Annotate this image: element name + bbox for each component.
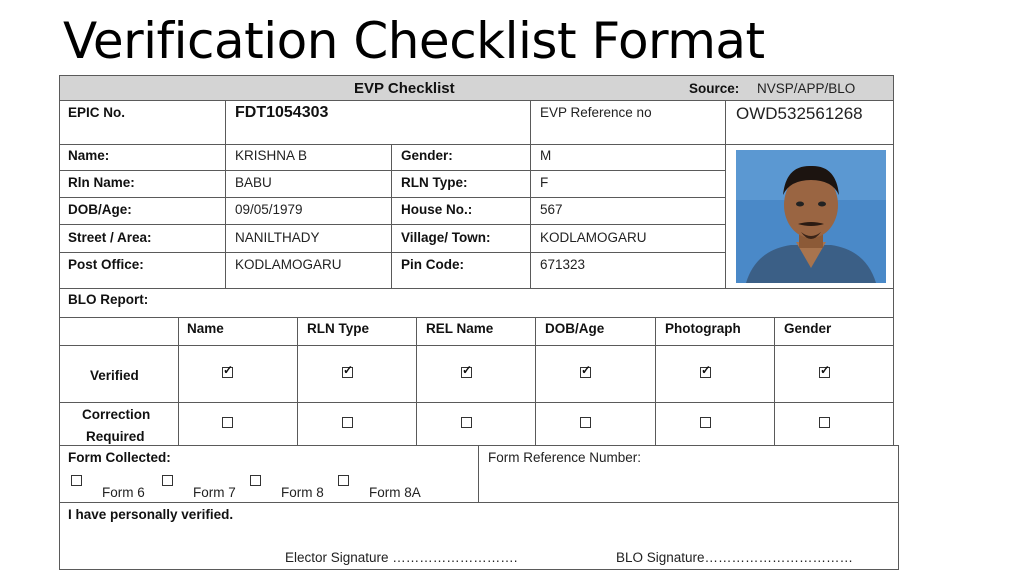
gender-label: Gender: — [401, 148, 453, 163]
name-value: KRISHNA B — [235, 148, 308, 163]
check-icon: ✓ — [701, 363, 712, 377]
pin-code-label: Pin Code: — [401, 257, 464, 272]
check-icon: ✓ — [462, 363, 473, 377]
post-office-label: Post Office: — [68, 257, 144, 272]
rln-type-label: RLN Type: — [401, 175, 468, 190]
checklist-title: EVP Checklist — [354, 80, 455, 97]
verified-rel-name-checkbox[interactable] — [461, 363, 473, 378]
name-label: Name: — [68, 148, 110, 163]
blo-signature-line: BLO Signature…………………………… — [616, 550, 854, 565]
col-header-photograph: Photograph — [665, 321, 741, 336]
elector-signature-line: Elector Signature ………………………. — [285, 550, 518, 565]
epic-value: FDT1054303 — [235, 104, 329, 121]
correction-row-label-line1: Correction — [82, 407, 151, 422]
form7-checkbox[interactable] — [162, 475, 173, 486]
evp-ref-value: OWD532561268 — [736, 104, 863, 123]
evp-ref-label: EVP Reference no — [540, 105, 652, 120]
street-value: NANILTHADY — [235, 230, 320, 245]
check-icon: ✓ — [343, 363, 354, 377]
correction-name-checkbox[interactable] — [222, 417, 233, 428]
col-header-name: Name — [187, 321, 224, 336]
form6-label: Form 6 — [102, 485, 145, 500]
rln-name-label: Rln Name: — [68, 175, 135, 190]
blo-report-label: BLO Report: — [68, 292, 149, 307]
verified-dob-age-checkbox[interactable] — [580, 363, 592, 378]
source-value: NVSP/APP/BLO — [757, 81, 856, 96]
correction-rln-type-checkbox[interactable] — [342, 417, 353, 428]
check-icon: ✓ — [820, 363, 831, 377]
verified-gender-checkbox[interactable] — [819, 363, 831, 378]
col-header-gender: Gender — [784, 321, 832, 336]
declaration-text: I have personally verified. — [68, 507, 234, 522]
rln-type-value: F — [540, 175, 549, 190]
verified-photograph-checkbox[interactable] — [700, 363, 712, 378]
village-value: KODLAMOGARU — [540, 230, 647, 245]
house-label: House No.: — [401, 202, 473, 217]
form6-checkbox[interactable] — [71, 475, 82, 486]
col-header-rel-name: REL Name — [426, 321, 494, 336]
person-photo-icon — [736, 150, 886, 283]
gender-value: M — [540, 148, 552, 163]
voter-photo — [736, 150, 886, 283]
correction-gender-checkbox[interactable] — [819, 417, 830, 428]
correction-rel-name-checkbox[interactable] — [461, 417, 472, 428]
col-header-dob-age: DOB/Age — [545, 321, 605, 336]
dob-value: 09/05/1979 — [235, 202, 303, 217]
correction-dob-age-checkbox[interactable] — [580, 417, 591, 428]
slide-title: Verification Checklist Format — [63, 12, 765, 70]
check-icon: ✓ — [223, 363, 234, 377]
street-label: Street / Area: — [68, 230, 152, 245]
form8a-label: Form 8A — [369, 485, 421, 500]
dob-label: DOB/Age: — [68, 202, 132, 217]
form8a-checkbox[interactable] — [338, 475, 349, 486]
verified-rln-type-checkbox[interactable] — [342, 363, 354, 378]
correction-photograph-checkbox[interactable] — [700, 417, 711, 428]
post-office-value: KODLAMOGARU — [235, 257, 342, 272]
check-icon: ✓ — [581, 363, 592, 377]
form8-checkbox[interactable] — [250, 475, 261, 486]
verified-row-label: Verified — [90, 368, 139, 383]
form8-label: Form 8 — [281, 485, 324, 500]
col-header-rln-type: RLN Type — [307, 321, 370, 336]
form-reference-label: Form Reference Number: — [488, 450, 642, 465]
house-value: 567 — [540, 202, 563, 217]
verified-name-checkbox[interactable] — [222, 363, 234, 378]
epic-label: EPIC No. — [68, 105, 126, 120]
rln-name-value: BABU — [235, 175, 272, 190]
form7-label: Form 7 — [193, 485, 236, 500]
pin-code-value: 671323 — [540, 257, 586, 272]
correction-row-label-line2: Required — [86, 429, 145, 444]
source-label: Source: — [689, 81, 740, 96]
village-label: Village/ Town: — [401, 230, 491, 245]
form-collected-label: Form Collected: — [68, 450, 171, 465]
